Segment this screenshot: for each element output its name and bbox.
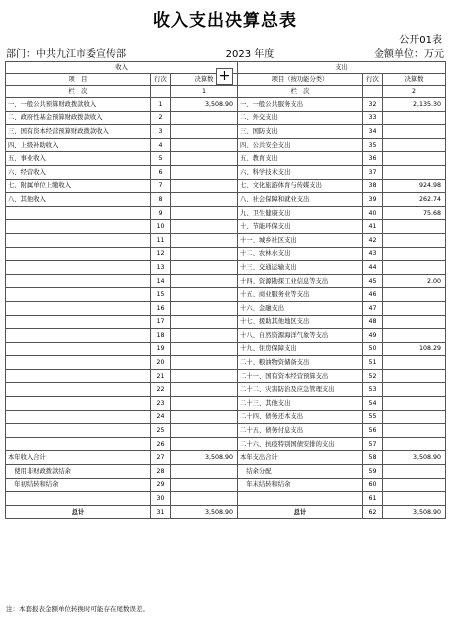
table-row: [6, 193, 446, 207]
income-item: [6, 397, 151, 411]
expense-item: 九、卫生健康支出: [238, 206, 363, 220]
report-meta: [6, 45, 444, 60]
income-item: [6, 301, 151, 315]
income-amount: [171, 329, 238, 343]
income-expense-table: [5, 61, 446, 519]
expense-amount: 924.98: [383, 179, 446, 193]
income-col-number: 1: [171, 86, 238, 98]
table-row: [6, 397, 446, 411]
expense-section-header: 支出: [238, 62, 446, 74]
expense-row-no: 59: [363, 465, 383, 479]
expense-total-row-no: 62: [363, 505, 383, 519]
expense-item: 五、教育支出: [238, 152, 363, 166]
expense-amount: [383, 397, 446, 411]
income-total-label: 总计: [6, 505, 151, 519]
income-item: [6, 288, 151, 302]
income-item: [6, 383, 151, 397]
expense-item: 二十五、债务付息支出: [238, 424, 363, 438]
income-row-no: 15: [151, 288, 171, 302]
expense-row-no: 43: [363, 247, 383, 261]
income-amount: [171, 165, 238, 179]
expense-item: 十七、援助其他地区支出: [238, 315, 363, 329]
expense-item: 六、科学技术支出: [238, 165, 363, 179]
expense-row-no: 37: [363, 165, 383, 179]
expense-col-number: 2: [383, 86, 446, 98]
expand-plus-button[interactable]: +: [216, 68, 233, 85]
expense-amount: [383, 125, 446, 139]
income-item: [6, 220, 151, 234]
income-amount: [171, 261, 238, 275]
expense-col-label: 栏 次: [238, 86, 363, 98]
expense-amount: [383, 165, 446, 179]
table-row: [6, 111, 446, 125]
expense-item: 十九、住房保障支出: [238, 342, 363, 356]
income-col-label: 栏 次: [6, 86, 151, 98]
table-row: [6, 383, 446, 397]
expense-row-no: 50: [363, 342, 383, 356]
table-row: [6, 492, 446, 506]
income-amount: [171, 247, 238, 261]
expense-row-no: 39: [363, 193, 383, 207]
income-item: 六、经营收入: [6, 165, 151, 179]
expense-row-no: 61: [363, 492, 383, 506]
income-item: 一、一般公共预算财政拨款收入: [6, 98, 151, 112]
income-row-no-header: 行次: [151, 74, 171, 86]
table-row: [6, 247, 446, 261]
income-amount: [171, 179, 238, 193]
expense-amount: [383, 138, 446, 152]
expense-item: 十、节能环保支出: [238, 220, 363, 234]
table-row: [6, 451, 446, 465]
expense-row-no: 57: [363, 437, 383, 451]
expense-total-label: 总计: [238, 505, 363, 519]
table-row: [6, 274, 446, 288]
expense-item: 年末结转和结余: [238, 478, 363, 492]
unit-label: 金额单位：万元: [373, 49, 444, 60]
expense-row-no: 52: [363, 369, 383, 383]
expense-row-no: 32: [363, 98, 383, 112]
expense-row-no: 56: [363, 424, 383, 438]
expense-amount: [383, 437, 446, 451]
footnote: 注：本套报表金额单位转换时可能存在尾数误差。: [6, 605, 149, 613]
income-row-no: 19: [151, 342, 171, 356]
column-index-row: [6, 86, 446, 98]
income-item: [6, 315, 151, 329]
income-item: 五、事业收入: [6, 152, 151, 166]
expense-amount: [383, 383, 446, 397]
expense-row-no: 45: [363, 274, 383, 288]
table-row: [6, 288, 446, 302]
expense-item: 十三、交通运输支出: [238, 261, 363, 275]
income-row-no: 1: [151, 98, 171, 112]
expense-item: 十一、城乡社区支出: [238, 233, 363, 247]
expense-item: 二十一、国有资本经营预算支出: [238, 369, 363, 383]
expense-amount: 3,508.90: [383, 451, 446, 465]
expense-row-no: 42: [363, 233, 383, 247]
expense-row-no: 49: [363, 329, 383, 343]
expense-item: 七、文化旅游体育与传媒支出: [238, 179, 363, 193]
expense-item: 二十、粮油物资储备支出: [238, 356, 363, 370]
income-amount: [171, 478, 238, 492]
expense-row-no: 46: [363, 288, 383, 302]
income-amount: [171, 492, 238, 506]
expense-item: 二十二、灾害防治及应急管理支出: [238, 383, 363, 397]
table-row: [6, 261, 446, 275]
income-item: [6, 410, 151, 424]
expense-amount: [383, 247, 446, 261]
income-amount: [171, 111, 238, 125]
expense-amount: [383, 301, 446, 315]
table-row: [6, 206, 446, 220]
income-col-blank: [151, 86, 171, 98]
income-item: [6, 329, 151, 343]
table-row: [6, 437, 446, 451]
expense-amount: 2.00: [383, 274, 446, 288]
expense-item: 二十三、其他支出: [238, 397, 363, 411]
income-item: 使用非财政拨款结余: [6, 465, 151, 479]
expense-amount: [383, 424, 446, 438]
expense-amount: [383, 233, 446, 247]
table-row: [6, 465, 446, 479]
expense-row-no: 38: [363, 179, 383, 193]
income-row-no: 16: [151, 301, 171, 315]
expense-item: 四、公共安全支出: [238, 138, 363, 152]
income-item: [6, 437, 151, 451]
income-amount: [171, 410, 238, 424]
table-row: [6, 329, 446, 343]
expense-row-no: 54: [363, 397, 383, 411]
income-amount: 3,508.90: [171, 451, 238, 465]
expense-col-blank: [363, 86, 383, 98]
table-row: [6, 98, 446, 112]
expense-item: 本年支出合计: [238, 451, 363, 465]
expense-row-no: 36: [363, 152, 383, 166]
expense-item: 三、国防支出: [238, 125, 363, 139]
income-amount: [171, 383, 238, 397]
income-row-no: 27: [151, 451, 171, 465]
expense-amount-header: 决算数: [383, 74, 446, 86]
income-row-no: 25: [151, 424, 171, 438]
income-row-no: 29: [151, 478, 171, 492]
table-row: [6, 233, 446, 247]
income-row-no: 4: [151, 138, 171, 152]
income-row-no: 28: [151, 465, 171, 479]
income-amount: [171, 342, 238, 356]
expense-row-no: 41: [363, 220, 383, 234]
expense-amount: [383, 288, 446, 302]
income-item: 年初结转和结余: [6, 478, 151, 492]
table-row: [6, 125, 446, 139]
income-total-row-no: 31: [151, 505, 171, 519]
income-item: [6, 492, 151, 506]
expense-amount: [383, 152, 446, 166]
income-amount: [171, 152, 238, 166]
income-amount: [171, 233, 238, 247]
income-item: 三、国有资本经营预算财政拨款收入: [6, 125, 151, 139]
income-row-no: 20: [151, 356, 171, 370]
expense-row-no: 60: [363, 478, 383, 492]
form-code: 公开01表: [399, 35, 442, 46]
income-row-no: 10: [151, 220, 171, 234]
expense-item: 十六、金融支出: [238, 301, 363, 315]
income-row-no: 3: [151, 125, 171, 139]
expense-row-no: 48: [363, 315, 383, 329]
expense-amount: 2,135.30: [383, 98, 446, 112]
income-row-no: 30: [151, 492, 171, 506]
table-row: [6, 152, 446, 166]
income-amount: [171, 288, 238, 302]
income-item: 八、其他收入: [6, 193, 151, 207]
expense-row-no-header: 行次: [363, 74, 383, 86]
income-amount-header: 决算数: [171, 74, 238, 86]
expense-amount: [383, 478, 446, 492]
expense-row-no: 33: [363, 111, 383, 125]
income-row-no: 23: [151, 397, 171, 411]
expense-amount: [383, 369, 446, 383]
expense-row-no: 53: [363, 383, 383, 397]
income-row-no: 13: [151, 261, 171, 275]
year-label: 2023 年度: [225, 49, 275, 60]
expense-item: 结余分配: [238, 465, 363, 479]
income-amount: [171, 193, 238, 207]
income-amount: [171, 397, 238, 411]
income-item: [6, 261, 151, 275]
expense-amount: [383, 329, 446, 343]
expense-item: 十二、农林水支出: [238, 247, 363, 261]
table-row: [6, 369, 446, 383]
income-section-header: 收入: [6, 62, 238, 74]
income-amount: [171, 301, 238, 315]
expense-item: 十八、自然资源海洋气象等支出: [238, 329, 363, 343]
expense-amount: [383, 492, 446, 506]
income-item: [6, 356, 151, 370]
income-amount: [171, 274, 238, 288]
income-row-no: 9: [151, 206, 171, 220]
income-item: 本年收入合计: [6, 451, 151, 465]
table-row: [6, 220, 446, 234]
income-item: [6, 247, 151, 261]
expense-item: [238, 492, 363, 506]
income-row-no: 22: [151, 383, 171, 397]
expense-item: 二十四、债务还本支出: [238, 410, 363, 424]
income-row-no: 5: [151, 152, 171, 166]
table-row: [6, 138, 446, 152]
expense-amount: 262.74: [383, 193, 446, 207]
expense-item: 十五、商业服务业等支出: [238, 288, 363, 302]
expense-amount: 108.29: [383, 342, 446, 356]
income-item: [6, 206, 151, 220]
table-row: [6, 165, 446, 179]
expense-amount: [383, 356, 446, 370]
table-row: [6, 179, 446, 193]
income-amount: [171, 465, 238, 479]
income-amount: [171, 315, 238, 329]
page-title: 收入支出决算总表: [153, 11, 297, 31]
income-item: [6, 342, 151, 356]
income-total-amount: 3,508.90: [171, 505, 238, 519]
expense-item: 一、一般公共服务支出: [238, 98, 363, 112]
expense-row-no: 47: [363, 301, 383, 315]
table-row: [6, 478, 446, 492]
total-row: [6, 505, 446, 519]
income-item: 四、上级补助收入: [6, 138, 151, 152]
income-row-no: 18: [151, 329, 171, 343]
income-amount: [171, 138, 238, 152]
expense-row-no: 34: [363, 125, 383, 139]
income-row-no: 7: [151, 179, 171, 193]
income-amount: [171, 369, 238, 383]
expense-item: 八、社会保障和就业支出: [238, 193, 363, 207]
table-row: [6, 342, 446, 356]
income-row-no: 21: [151, 369, 171, 383]
income-amount: [171, 125, 238, 139]
income-amount: [171, 437, 238, 451]
income-item: [6, 233, 151, 247]
income-item: [6, 274, 151, 288]
income-item: [6, 424, 151, 438]
expense-item-header: 项目（按功能分类）: [238, 74, 363, 86]
income-row-no: 8: [151, 193, 171, 207]
table-row: [6, 315, 446, 329]
income-amount: [171, 356, 238, 370]
income-row-no: 12: [151, 247, 171, 261]
expense-row-no: 35: [363, 138, 383, 152]
expense-amount: [383, 111, 446, 125]
expense-total-amount: 3,508.90: [383, 505, 446, 519]
income-row-no: 14: [151, 274, 171, 288]
table-row: [6, 410, 446, 424]
income-row-no: 6: [151, 165, 171, 179]
expense-row-no: 51: [363, 356, 383, 370]
income-amount: [171, 424, 238, 438]
income-amount: 3,508.90: [171, 98, 238, 112]
table-row: [6, 356, 446, 370]
expense-item: 二十六、抗疫特别国债安排的支出: [238, 437, 363, 451]
income-row-no: 17: [151, 315, 171, 329]
expense-item: 二、外交支出: [238, 111, 363, 125]
expense-row-no: 58: [363, 451, 383, 465]
expense-row-no: 40: [363, 206, 383, 220]
income-item: 七、附属单位上缴收入: [6, 179, 151, 193]
income-row-no: 2: [151, 111, 171, 125]
table-row: [6, 301, 446, 315]
income-item: 二、政府性基金预算财政拨款收入: [6, 111, 151, 125]
expense-item: 十四、资源勘探工业信息等支出: [238, 274, 363, 288]
table-row: [6, 424, 446, 438]
income-amount: [171, 206, 238, 220]
expense-amount: [383, 465, 446, 479]
expense-row-no: 55: [363, 410, 383, 424]
income-amount: [171, 220, 238, 234]
income-row-no: 26: [151, 437, 171, 451]
department-label: 部门：中共九江市委宣传部: [6, 49, 126, 60]
expense-amount: [383, 315, 446, 329]
income-item-header: 项 目: [6, 74, 151, 86]
income-row-no: 11: [151, 233, 171, 247]
income-row-no: 24: [151, 410, 171, 424]
expense-amount: [383, 220, 446, 234]
expense-row-no: 44: [363, 261, 383, 275]
expense-amount: 75.68: [383, 206, 446, 220]
income-item: [6, 369, 151, 383]
expense-amount: [383, 261, 446, 275]
expense-amount: [383, 410, 446, 424]
